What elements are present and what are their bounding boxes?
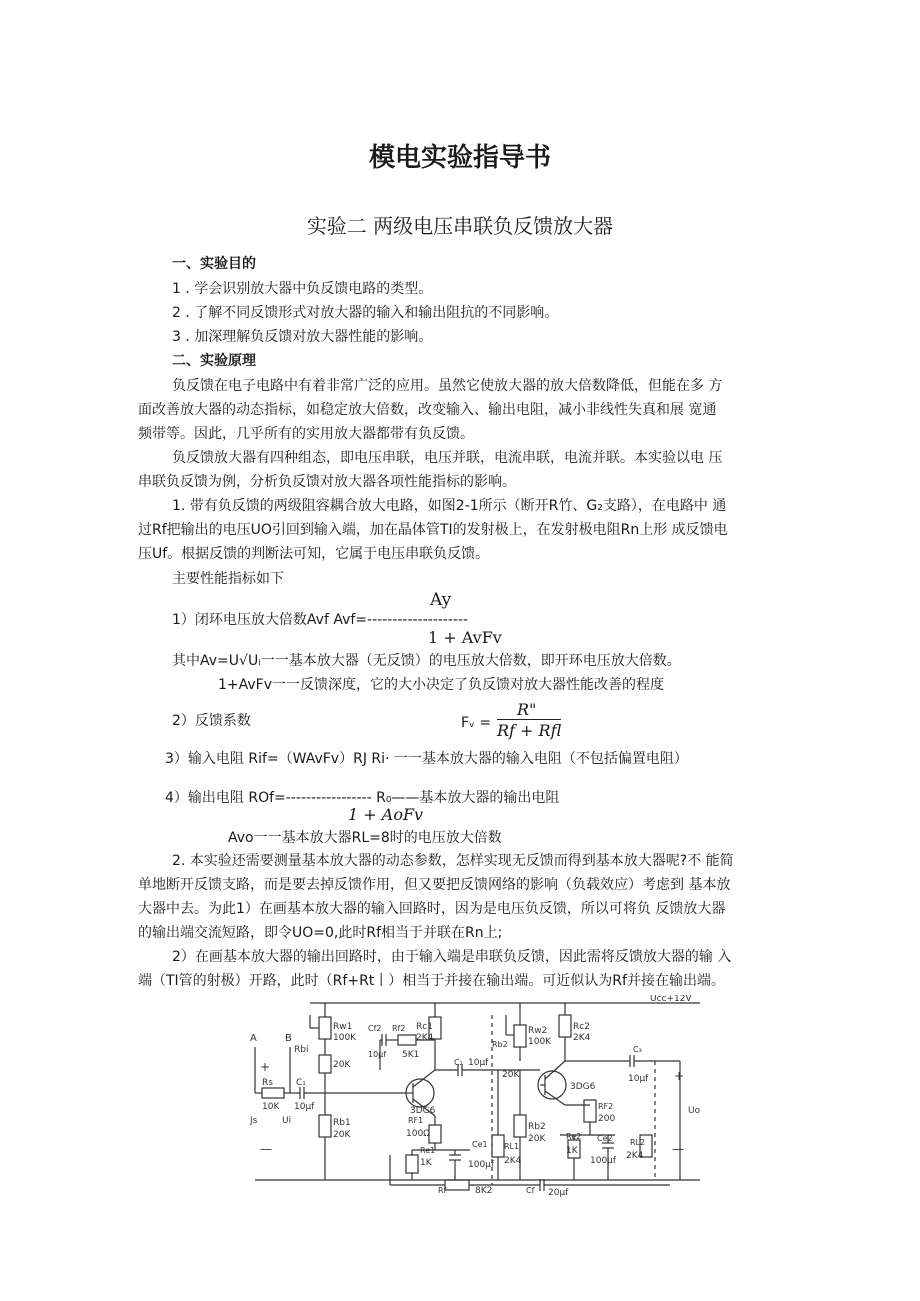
circuit-label: RF1 [408,1116,424,1125]
circuit-label: B [285,1033,292,1044]
circuit-label: Cf [526,1186,535,1195]
paragraph-line: 压Uf。根据反馈的判断法可知，它属于电压串联负反馈。 [138,546,490,562]
note-line: 1+AvFv一一反馈深度，它的大小决定了负反馈对放大器性能改善的程度 [218,677,665,693]
circuit-label: 200 [598,1114,616,1124]
circuit-label: 100Ω [406,1129,431,1139]
circuit-diagram [230,995,710,1200]
circuit-label: Rf [438,1186,447,1195]
experiment-title: 实验二 两级电压串联负反馈放大器 [306,214,614,238]
circuit-label: — [260,1142,272,1156]
circuit-label: 1K [566,1146,578,1156]
circuit-label: Rb2 [492,1040,508,1049]
circuit-label: Rb1 [333,1118,351,1128]
paragraph-line: 面改善放大器的动态指标，如稳定放大倍数，改变输入、输出电阻，减小非线性失真和展 宽通 [138,402,717,418]
circuit-label: C₁ [296,1078,306,1088]
circuit-label: Ucc+12V [650,995,692,1004]
paragraph-line: 串联负反馈为例，分析负反馈对放大器各项性能指标的影响。 [138,474,516,490]
formula-denominator: 1 + AoFv [348,805,424,824]
paragraph-line: 的输出端交流短路，即令UO=0,此时Rf相当于并联在Rn上; [138,925,503,941]
purpose-item: 3 . 加深理解负反馈对放大器性能的影响。 [172,329,433,345]
circuit-label: 10μf [468,1058,489,1068]
paragraph-line: 主要性能指标如下 [172,571,284,587]
circuit-label: 8K2 [475,1186,493,1196]
circuit-label: C₂ [454,1058,463,1067]
paragraph-line: 过Rf把输出的电压UO引回到输入端，加在晶体管TI的发射极上，在发射极电阻Rn上形 成反馈电 [138,522,728,538]
circuit-label: RF2 [598,1102,614,1111]
circuit-label: RL2 [630,1138,646,1147]
paragraph-line: 1. 带有负反馈的两级阻容耦合放大电路，如图2-1所示（断开R竹、G₂支路），在电路中 通 [172,498,727,514]
formula-denominator: Rf + Rfl [497,721,562,740]
circuit-label: 100K [528,1037,552,1047]
circuit-label: 10K [262,1102,280,1112]
formula-gain: 1）闭环电压放大倍数Avf Avf=-------------------- [172,612,469,628]
note-line: 其中Av=U√Uᵢ一一基本放大器（无反馈）的电压放大倍数，即开环电压放大倍数。 [172,653,681,669]
paragraph-line: 负反馈在电子电路中有着非常广泛的应用。虽然它使放大器的放大倍数降低，但能在多 方 [172,378,723,394]
paragraph-line: 2）在画基本放大器的输出回路时，由于输入端是串联负反馈，因此需将反馈放大器的输 入 [172,949,732,965]
circuit-label: Js [250,1116,258,1126]
circuit-label: 2K4 [416,1033,434,1043]
circuit-label: Ui [282,1116,292,1126]
circuit-label: Re1 [420,1146,436,1155]
circuit-label: — [672,1142,684,1156]
paragraph-line: 单地断开反馈支路，而是要去掉反馈作用，但又要把反馈网络的影响（负载效应）考虑到 基本放 [138,877,731,893]
circuit-label: 100μf [590,1156,617,1166]
circuit-label: 100K [333,1033,357,1043]
formula-input-resistance: 3）输入电阻 Rif=（WAvFv）RJ Ri· 一一基本放大器的输入电阻（不包括偏置电阻） [165,751,688,767]
circuit-label: 2K4 [504,1156,522,1166]
circuit-label: 100μf [468,1160,495,1170]
document-title: 模电实验指导书 [368,143,551,173]
circuit-label: Rbi [294,1045,309,1055]
circuit-label: Ce2 [597,1134,613,1143]
circuit-label: + [260,1060,271,1074]
circuit-label: Rc1 [416,1022,433,1032]
circuit-label: 10μf [294,1102,315,1112]
circuit-label: 2K4 [626,1151,644,1161]
section-heading-purpose: 一、实验目的 [172,256,256,272]
circuit-label: 2K4 [573,1033,591,1043]
formula-feedback-lhs: Fᵥ = [461,715,492,731]
circuit-label: Ce1 [472,1140,488,1149]
circuit-label: 10μf [368,1050,387,1059]
circuit-label: Rf2 [392,1024,406,1033]
circuit-label: Rb2 [528,1122,546,1132]
paragraph-line: 频带等。因此，几乎所有的实用放大器都带有负反馈。 [138,426,474,442]
circuit-label: + [674,1069,685,1083]
section-heading-principle: 二、实验原理 [172,353,256,369]
circuit-label: Rs [262,1078,273,1088]
circuit-label: Cf2 [368,1024,382,1033]
formula-feedback-label: 2）反馈系数 [172,713,251,729]
fraction-bar [497,719,561,720]
paragraph-line: 负反馈放大器有四种组态，即电压串联，电压并联，电流串联，电流并联。本实验以电 压 [172,450,723,466]
circuit-label: Rw2 [528,1026,548,1036]
circuit-label: A [250,1033,257,1044]
circuit-label: Uo [688,1106,701,1116]
formula-numerator: Ay [430,590,452,610]
circuit-label: 20K [502,1070,520,1080]
circuit-label: 20K [528,1134,546,1144]
paragraph-line: 端（TI管的射极）开路，此时（Rf+Rt丨）相当于并接在输出端。可近似认为Rf并接在输出端。 [138,973,725,989]
formula-denominator: 1 + AvFv [428,628,502,647]
circuit-label: 5K1 [402,1050,420,1060]
circuit-label: Re2 [566,1132,582,1141]
circuit-label: 1K [420,1158,432,1168]
circuit-label: 20K [333,1060,351,1070]
paragraph-line: 大器中去。为此1）在画基本放大器的输入回路时，因为是电压负反馈，所以可将负 反馈放大器 [138,901,726,917]
circuit-label: 20K [333,1130,351,1140]
purpose-item: 2 . 了解不同反馈形式对放大器的输入和输出阻抗的不同影响。 [172,305,559,321]
circuit-label: 3DG6 [570,1082,596,1092]
circuit-label: Rc2 [573,1022,590,1032]
circuit-label: C₃ [633,1045,642,1054]
formula-numerator: R" [517,700,537,719]
formula-output-resistance: 4）输出电阻 ROf=----------------- R₀——基本放大器的输出电阻 [165,790,560,806]
paragraph-line: 2. 本实验还需要测量基本放大器的动态参数，怎样实现无反馈而得到基本放大器呢?不 能简 [172,853,734,869]
circuit-label: Rw1 [333,1022,353,1032]
circuit-label: 10μf [628,1074,649,1084]
purpose-item: 1 . 学会识别放大器中负反馈电路的类型。 [172,281,433,297]
circuit-label: 20μf [548,1188,569,1198]
circuit-label: 3DG6 [410,1106,436,1116]
note-line: Avo一一基本放大器RL=8时的电压放大倍数 [228,830,502,846]
circuit-label: RL1 [504,1142,520,1151]
